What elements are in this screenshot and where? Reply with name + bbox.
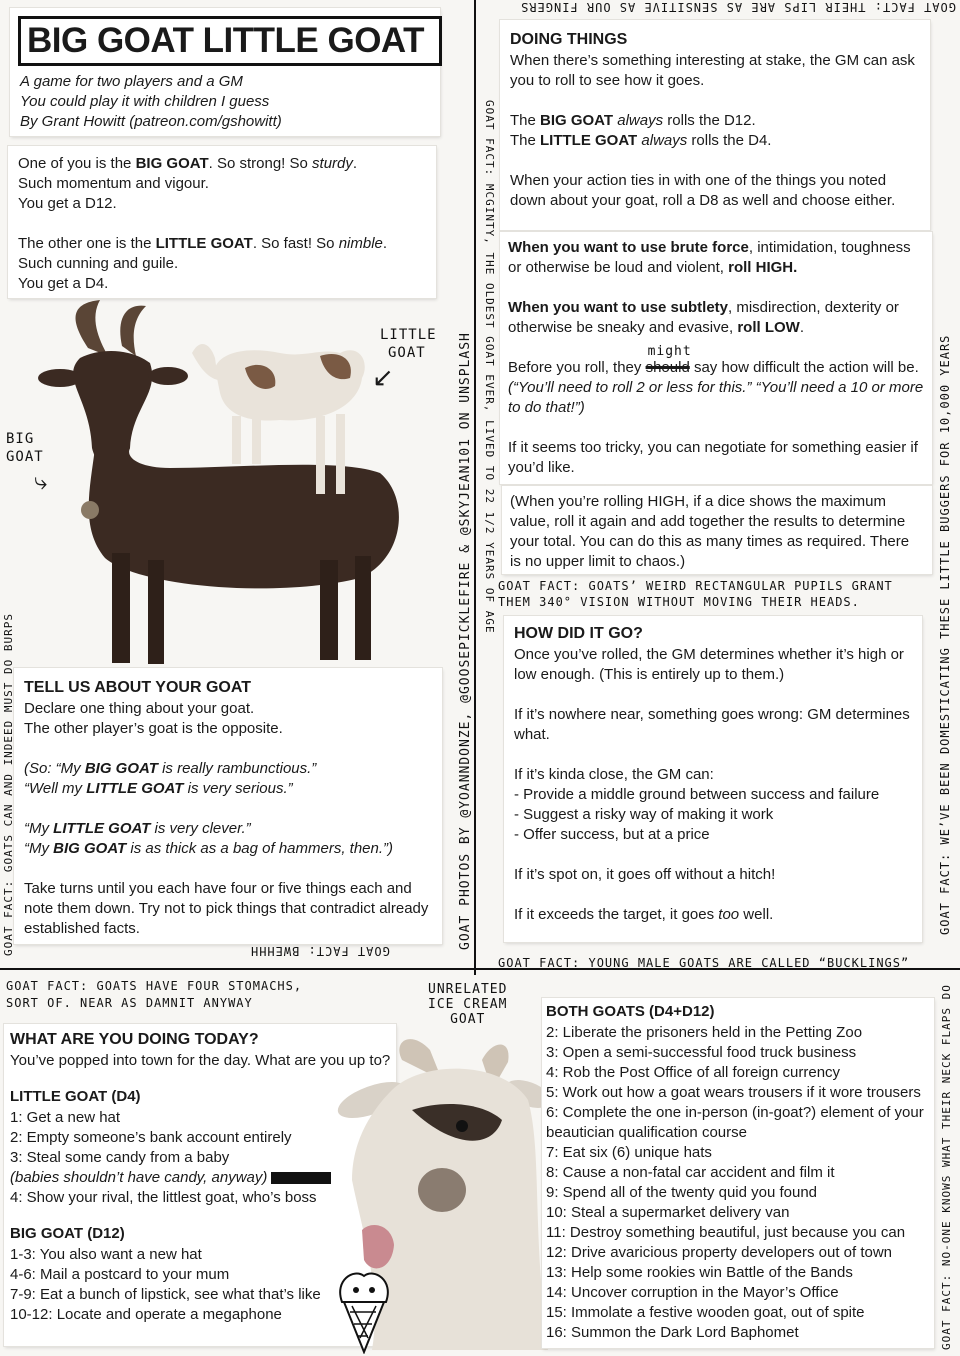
how-p2: If it’s nowhere near, something goes wrong: GM determines what. xyxy=(514,706,910,743)
fact-stomachs: GOAT FACT: GOATS HAVE FOUR STOMACHS, SORT OF. NEAR AS DAMNIT ANYWAY xyxy=(6,979,303,1010)
ice-cream-goat-label: UNRELATED ICE CREAM GOAT xyxy=(428,982,508,1027)
before-you-roll: Before you roll, they should might say how difficult the action will be. (“You’ll need to roll 2 or less for this.” “You’ll need a 10 or more to do that!”) xyxy=(508,344,924,416)
inserted-word: might xyxy=(647,344,692,359)
divider-vertical xyxy=(474,0,476,975)
arrow-down-left-icon: ↙ xyxy=(372,362,394,392)
little-goat-option: 3: Steal some candy from a baby xyxy=(10,1149,230,1166)
both-goats-option: 11: Destroy something beautiful, just because you can xyxy=(546,1224,906,1241)
doing-things-p2: The BIG GOAT always rolls the D12. xyxy=(510,112,756,129)
little-goat-die: You get a D4. xyxy=(18,275,109,292)
how-did-it-go-card xyxy=(504,616,922,942)
little-goat-option: 4: Show your rival, the littlest goat, who’s boss xyxy=(10,1189,317,1206)
arrow-right-icon: ⤷ xyxy=(34,468,48,495)
tell-us-p3: Take turns until you each have four or five things each and note them down. Try not to pick things that contradict already established facts. xyxy=(24,880,429,937)
ice-cream-cone-icon xyxy=(334,1268,394,1354)
example-line: “Well my LITTLE GOAT is very serious.” xyxy=(24,780,293,797)
both-goats-option: 13: Help some rookies win Battle of the Bands xyxy=(546,1264,853,1281)
fact-pupils: GOAT FACT: GOATS’ WEIRD RECTANGULAR PUPILS GRANT THEM 340° VISION WITHOUT MOVING THEIR HEADS. xyxy=(498,579,893,609)
big-goat-illustration xyxy=(20,298,430,668)
both-goats-option: 5: Work out how a goat wears trousers if it wore trousers xyxy=(546,1084,921,1101)
big-goat-option: 4-6: Mail a postcard to your mum xyxy=(10,1266,230,1283)
fact-burps: GOAT FACT: GOATS CAN AND INDEED MUST DO BURPS xyxy=(2,612,15,956)
fact-lips: GOAT FACT: THEIR LIPS ARE AS SENSITIVE AS OUR FINGERS xyxy=(520,0,956,14)
both-goats-option: 4: Rob the Post Office of all foreign currency xyxy=(546,1064,841,1081)
big-goat-die: You get a D12. xyxy=(18,195,117,212)
doing-things-heading: DOING THINGS xyxy=(510,31,628,48)
big-goat-label: BIG GOAT xyxy=(6,431,44,465)
both-goats-option: 2: Liberate the prisoners held in the Petting Zoo xyxy=(546,1024,863,1041)
redaction-mark xyxy=(271,1172,331,1184)
doing-things-p1: When there’s something interesting at stake, the GM can ask you to roll to see how it goes. xyxy=(510,52,915,89)
exploding-card: (When you’re rolling HIGH, if a dice shows the maximum value, roll it again and add together the results to determine your total. You can do this as many times as required. There is no upper limit to chaos.) xyxy=(502,486,932,574)
option-item: - Offer success, but at a price xyxy=(514,826,710,843)
goats-intro-card xyxy=(8,146,436,298)
intro-line-3: By Grant Howitt (patreon.com/gshowitt) xyxy=(20,113,282,130)
both-goats-option: 10: Steal a supermarket delivery van xyxy=(546,1204,790,1221)
both-goats-option: 7: Eat six (6) unique hats xyxy=(546,1144,712,1161)
rolls-card xyxy=(500,232,932,484)
fact-bucklings: GOAT FACT: YOUNG MALE GOATS ARE CALLED “BUCKLINGS” xyxy=(498,956,910,970)
example-line: (So: “My BIG GOAT is really rambunctious.” xyxy=(24,760,317,777)
example-line: “My BIG GOAT is as thick as a bag of hammers, then.”) xyxy=(24,840,394,857)
negotiate: If it seems too tricky, you can negotiate for something easier if you’d like. xyxy=(508,439,918,476)
little-goat-aside: (babies shouldn’t have candy, anyway) xyxy=(10,1168,390,1188)
how-p1: Once you’ve rolled, the GM determines whether it’s high or low enough. (This is entirely up to them.) xyxy=(514,646,904,683)
example-line: “My LITTLE GOAT is very clever.” xyxy=(24,820,251,837)
both-goats-option: 9: Spend all of the twenty quid you found xyxy=(546,1184,818,1201)
big-goat-option: 7-9: Eat a bunch of lipstick, see what that’s like xyxy=(10,1286,321,1303)
tell-us-p2: The other player’s goat is the opposite. xyxy=(24,720,283,737)
how-p5: If it exceeds the target, it goes too well. xyxy=(514,906,774,923)
both-goats-option: 15: Immolate a festive wooden goat, out of spite xyxy=(546,1304,865,1321)
both-goats-heading: BOTH GOATS (D4+D12) xyxy=(546,1003,715,1020)
fact-photo-credit: GOAT PHOTOS BY @YOANNDONZE, @GOOSEPICKLEFIRE & @SKYJEAN101 ON UNSPLASH xyxy=(458,332,473,950)
little-goat-line: The other one is the LITTLE GOAT. So fast! So nimble. xyxy=(18,235,388,252)
little-goat-line-2: Such cunning and guile. xyxy=(18,255,179,272)
tell-us-card xyxy=(14,668,442,944)
fact-neck-flaps: GOAT FACT: NO-ONE KNOWS WHAT THEIR NECK FLAPS DO xyxy=(940,984,953,1350)
little-goat-option: 2: Empty someone’s bank account entirely xyxy=(10,1129,292,1146)
option-item: - Provide a middle ground between success and failure xyxy=(514,786,880,803)
tell-us-p1: Declare one thing about your goat. xyxy=(24,700,255,717)
both-goats-option: 16: Summon the Dark Lord Baphomet xyxy=(546,1324,799,1341)
big-goat-line: One of you is the BIG GOAT. So strong! So sturdy. xyxy=(18,155,358,172)
little-goat-table-heading: LITTLE GOAT (D4) xyxy=(10,1088,141,1105)
little-goat-label: LITTLE GOAT xyxy=(380,327,437,361)
how-p3: If it’s kinda close, the GM can: xyxy=(514,766,714,783)
big-goat-table-heading: BIG GOAT (D12) xyxy=(10,1225,125,1242)
doing-things-p3: The LITTLE GOAT always rolls the D4. xyxy=(510,132,772,149)
fact-domestication: GOAT FACT: WE’VE BEEN DOMESTICATING THESE LITTLE BUGGERS FOR 10,000 YEARS xyxy=(938,334,952,935)
both-goats-option: 3: Open a semi-successful food truck business xyxy=(546,1044,857,1061)
fact-bwehhh: GOAT FACT: BWEHHH xyxy=(250,944,390,958)
tell-us-heading: TELL US ABOUT YOUR GOAT xyxy=(24,679,251,696)
big-goat-option: 10-12: Locate and operate a megaphone xyxy=(10,1306,282,1323)
how-did-it-go-heading: HOW DID IT GO? xyxy=(514,625,643,642)
doing-things-p4: When your action ties in with one of the things you noted down about your goat, roll a D8 as well and choose either. xyxy=(510,172,896,209)
both-goats-option: 6: Complete the one in-person (in-goat?) element of your beautician qualification course xyxy=(546,1104,924,1141)
roll-high: When you want to use brute force, intimidation, toughness or otherwise be loud and violent, roll HIGH. xyxy=(508,239,911,276)
today-heading: WHAT ARE YOU DOING TODAY? xyxy=(10,1031,259,1048)
little-goat-option: 1: Get a new hat xyxy=(10,1109,121,1126)
intro-line-1: A game for two players and a GM xyxy=(20,73,243,90)
both-goats-option: 8: Cause a non-fatal car accident and film it xyxy=(546,1164,835,1181)
both-goats-option: 12: Drive avaricious property developers out of town xyxy=(546,1244,893,1261)
intro-line-2: You could play it with children I guess xyxy=(20,93,270,110)
today-intro: You’ve popped into town for the day. What are you up to? xyxy=(10,1052,391,1069)
option-item: - Suggest a risky way of making it work xyxy=(514,806,774,823)
doing-things-card xyxy=(500,20,930,230)
both-goats-option: 14: Uncover corruption in the Mayor’s Office xyxy=(546,1284,839,1301)
roll-low: When you want to use subtlety, misdirection, dexterity or otherwise be sneaky and evasive, roll LOW. xyxy=(508,299,899,336)
big-goat-option: 1-3: You also want a new hat xyxy=(10,1246,202,1263)
page-title: BIG GOAT LITTLE GOAT xyxy=(18,16,442,66)
fact-oldest-goat: GOAT FACT: MCGINTY, THE OLDEST GOAT EVER, LIVED TO 22 1/2 YEARS OF AGE xyxy=(483,100,496,634)
big-goat-line-2: Such momentum and vigour. xyxy=(18,175,209,192)
title-card xyxy=(10,8,440,136)
both-goats-card xyxy=(542,998,934,1348)
how-p4: If it’s spot on, it goes off without a hitch! xyxy=(514,866,776,883)
